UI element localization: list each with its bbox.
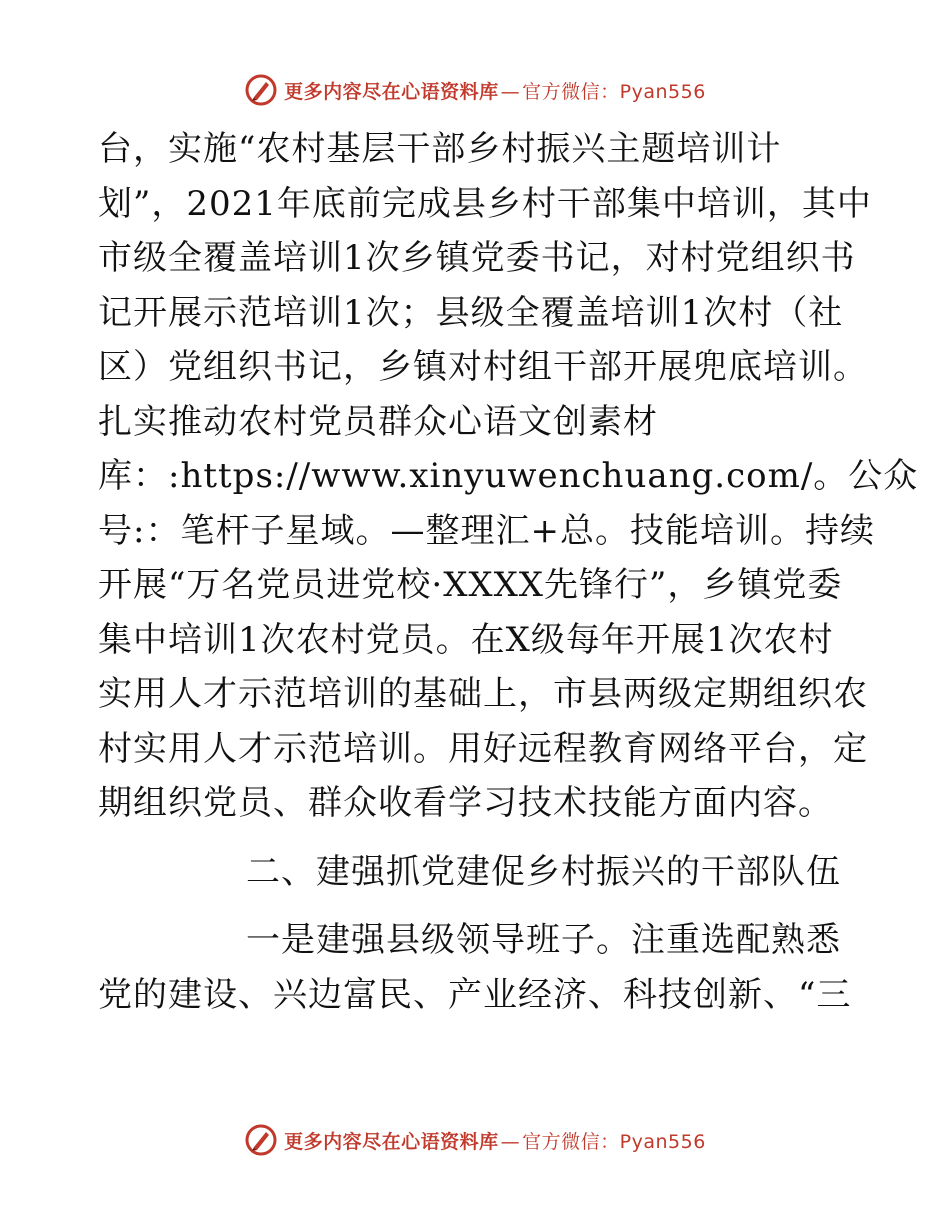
text-line: 库：:https://www.xinyuwenchuang.com/。公众 <box>98 456 919 496</box>
text-line: 党的建设、兴边富民、产业经济、科技创新、“三 <box>98 974 852 1015</box>
paragraph-2 <box>98 913 858 1022</box>
text-line: 台，实施“农村基层干部乡村振兴主题培训计 <box>98 129 782 169</box>
text-line: 划”，2021年底前完成县乡村干部集中培训，其中 <box>98 183 872 224</box>
text-line: 村实用人才示范培训。用好远程教育网络平台，定 <box>98 728 868 769</box>
document-body <box>98 122 919 1022</box>
section-heading: 二、建强抓党建促乡村振兴的干部队伍 <box>246 851 841 892</box>
header-banner <box>0 70 950 110</box>
text-line: 区）党组织书记，乡镇对村组干部开展兜底培训。 <box>98 347 868 387</box>
text-line: 期组织党员、群众收看学习技术技能方面内容。 <box>98 783 833 823</box>
text-line: 扎实推动农村党员群众心语文创素材 <box>98 401 658 442</box>
pen-logo-icon <box>244 73 278 107</box>
banner-text: 更多内容尽在心语资料库 — 官方微信：Pyan556 <box>284 80 706 103</box>
text-line: 开展“万名党员进党校·XXXX先锋行”，乡镇党委 <box>98 565 843 605</box>
pen-logo-icon <box>244 1123 278 1157</box>
banner-text: 更多内容尽在心语资料库 — 官方微信：Pyan556 <box>284 1130 706 1153</box>
text-line: 市级全覆盖培训1次乡镇党委书记，对村党组织书 <box>98 238 856 278</box>
text-line: 记开展示范培训1次；县级全覆盖培训1次村（社 <box>98 292 844 333</box>
footer-banner <box>0 1120 950 1160</box>
text-line: 一是建强县级领导班子。注重选配熟悉 <box>246 920 841 960</box>
text-line: 号:：笔杆子星域。—整理汇+总。技能培训。持续 <box>98 510 875 551</box>
paragraph-1 <box>98 122 919 831</box>
text-line: 集中培训1次农村党员。在X级每年开展1次农村 <box>98 619 834 660</box>
text-line: 实用人才示范培训的基础上，市县两级定期组织农 <box>98 674 868 714</box>
